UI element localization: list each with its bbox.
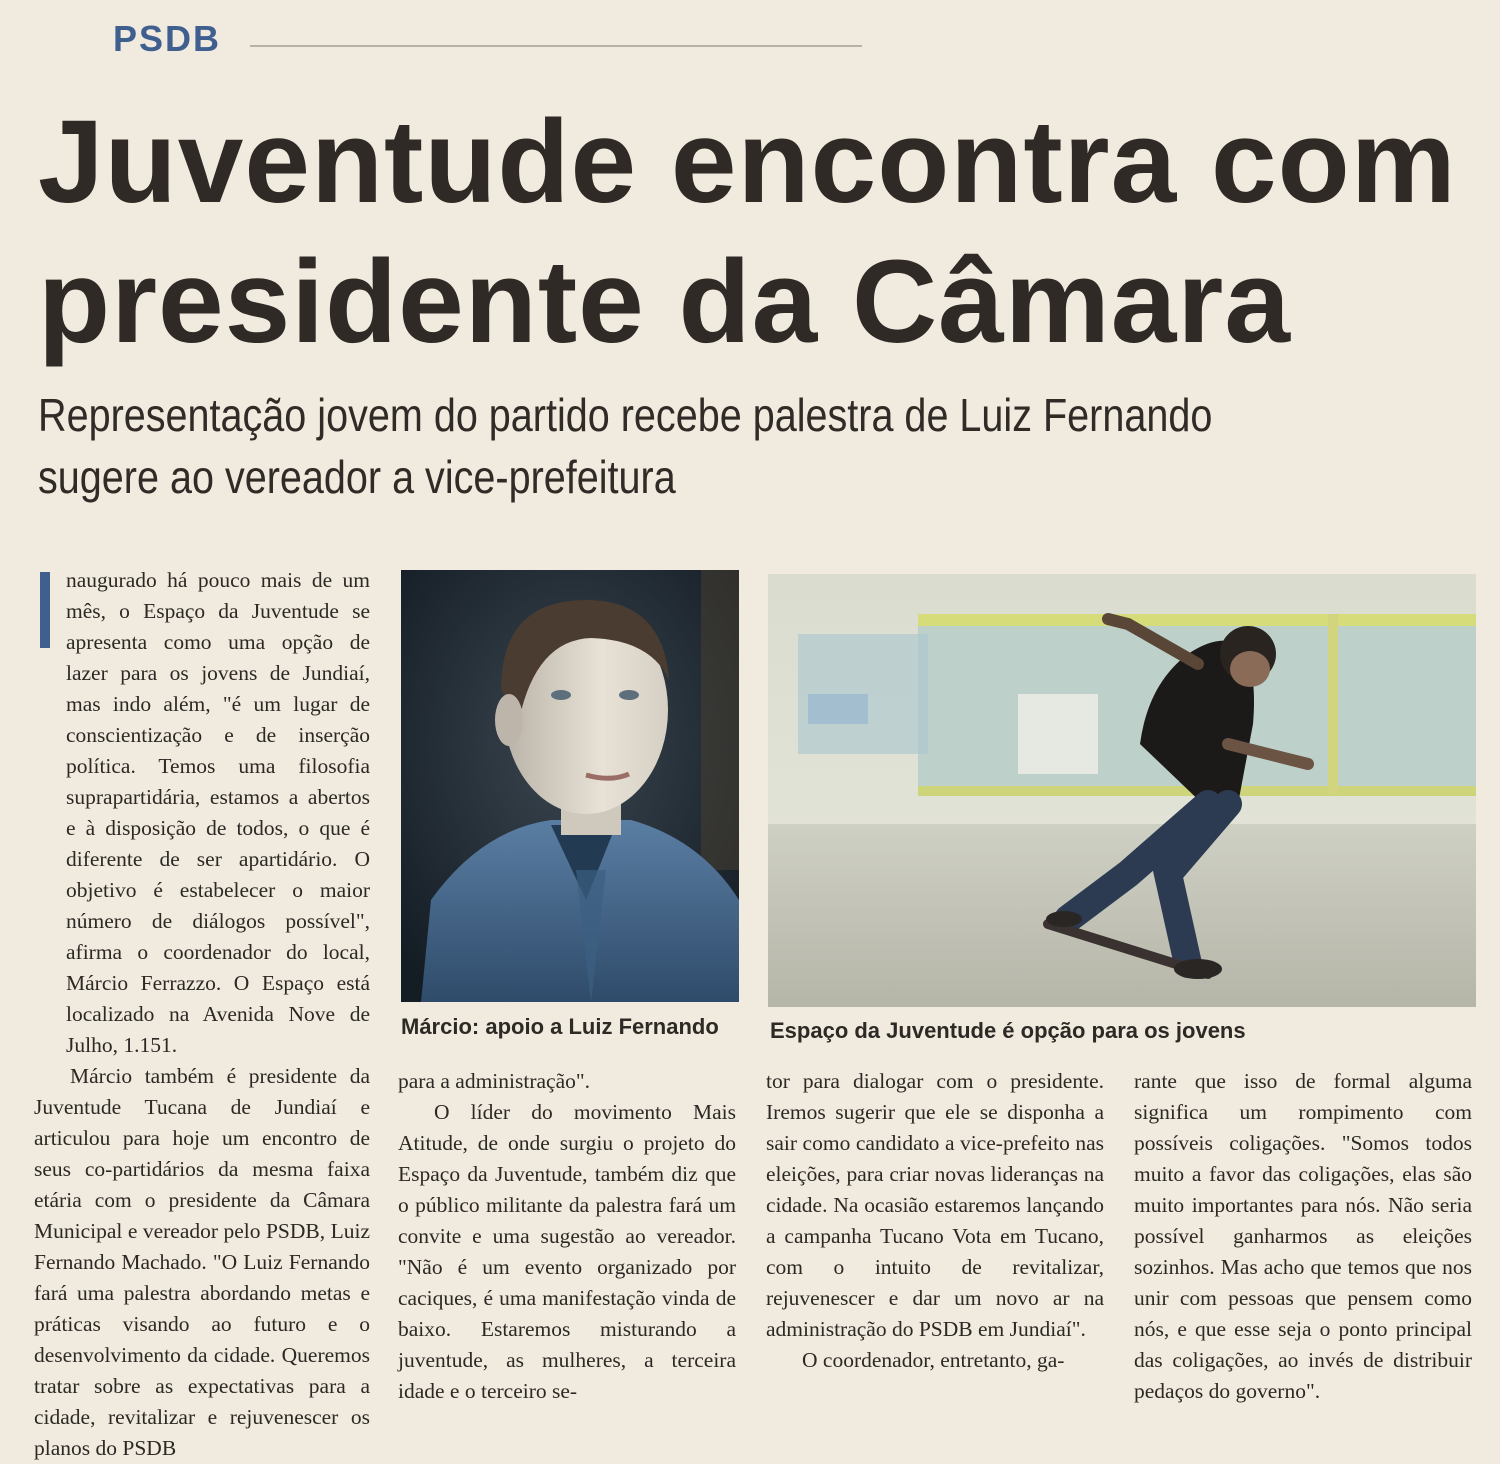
headline-line-1: Juventude encontra com <box>38 96 1457 228</box>
top-rule <box>250 45 862 47</box>
show-through-decoration <box>240 7 257 42</box>
subheadline-line-1: Representação jovem do partido recebe palestra de Luiz Fernando <box>38 389 1213 441</box>
photo-skateboarder <box>768 574 1476 1007</box>
article-column-3 <box>766 1066 1104 1376</box>
photo-caption-2: Espaço da Juventude é opção para os jovens <box>770 1018 1246 1043</box>
article-column-4 <box>1134 1066 1472 1407</box>
paragraph: O coordenador, entretanto, ga- <box>802 1348 1065 1372</box>
article-column-1 <box>34 565 370 1464</box>
section-label: PSDB <box>113 18 222 59</box>
headline-line-2: presidente da Câmara <box>38 236 1291 368</box>
photo-caption-1: Márcio: apoio a Luiz Fernando <box>401 1014 719 1039</box>
skateboarder-illustration <box>768 574 1476 1007</box>
paragraph: naugurado há pouco mais de um mês, o Espaço da Juventude se apresenta como uma opção de lazer para os jovens de Jundiaí, mas indo além, "é um lugar de conscientização e de inserção política. Temos uma filosofia suprapartidária, estamos a abertos e à disposição de todos, o que é diferente de ser apartidário. O objetivo é estabelecer o maior número de diálogos possível", afirma o coordenador do local, Márcio Ferrazzo. O Espaço está localizado na Avenida Nove de Julho, 1.151. <box>66 568 370 1057</box>
portrait-illustration <box>401 570 739 1002</box>
paragraph: rante que isso de formal alguma significa um rompimento com possíveis coligações. "Somos todos muito a favor das coligações, elas são muito importantes para nós. Não seria possível ganharmos as eleições sozinhos. Mas acho que temos que nos unir com pessoas que pensem como nós, e que esse seja o ponto principal das coligações, ao invés de distribuir pedaços do governo". <box>1134 1069 1472 1403</box>
article-column-2 <box>398 1066 736 1407</box>
photo-portrait-marcio <box>401 570 739 1002</box>
paragraph: tor para dialogar com o presidente. Iremos sugerir que ele se disponha a sair como candidato a vice-prefeito nas eleições, para criar novas lideranças na cidade. Na ocasião estaremos lançando a campanha Tucano Vota em Tucano, com o intuito de revitalizar, rejuvenescer e dar um novo ar na administração do PSDB em Jundiaí". <box>766 1069 1104 1341</box>
subheadline-line-2: sugere ao vereador a vice-prefeitura <box>38 451 676 503</box>
paragraph: O líder do movimento Mais Atitude, de onde surgiu o projeto do Espaço da Juventude, também diz que o público militante da palestra fará um convite e uma sugestão ao vereador. "Não é um evento organizado por caciques, é uma manifestação vinda de baixo. Estaremos misturando a juventude, as mulheres, a terceira idade e o terceiro se- <box>398 1100 736 1403</box>
subheadline <box>38 384 1483 508</box>
headline <box>38 92 1478 372</box>
paragraph: para a administração". <box>398 1069 591 1093</box>
paragraph: Márcio também é presidente da Juventude Tucana de Jundiaí e articulou para hoje um encontro de seus co-partidários da mesma faixa etária com o presidente da Câmara Municipal e vereador pelo PSDB, Luiz Fernando Machado. "O Luiz Fernando fará uma palestra abordando metas e práticas visando ao futuro e o desenvolvimento da cidade. Queremos tratar sobre as expectativas para a cidade, revitalizar e rejuvenescer os planos do PSDB <box>34 1064 370 1460</box>
